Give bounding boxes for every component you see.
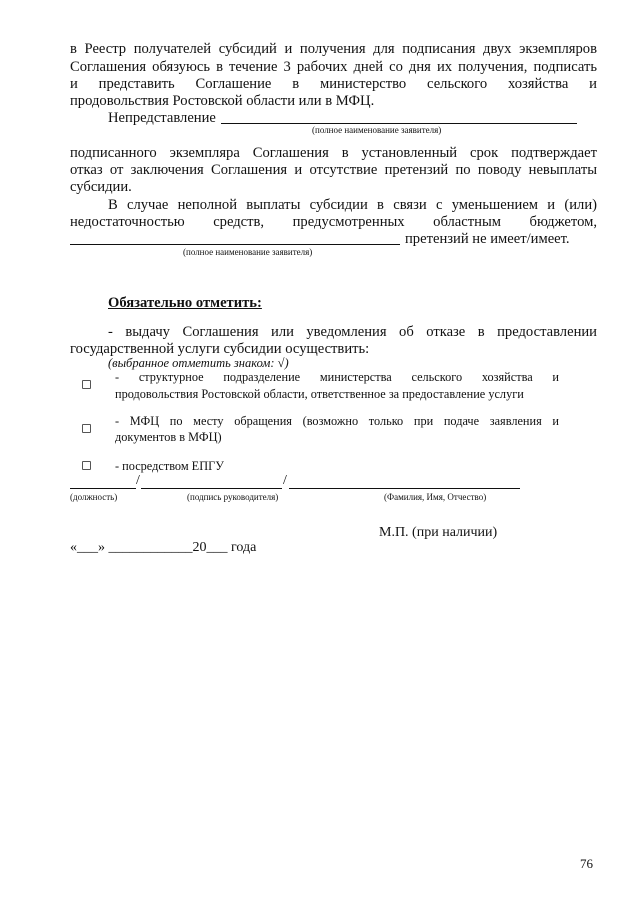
paragraph-line: Соглашения обязуюсь в течение 3 рабочих дней со дня их получения, подписать bbox=[70, 59, 597, 75]
date-line: «___» ____________20___ года bbox=[70, 540, 257, 555]
full-name-line bbox=[289, 488, 520, 489]
option-label: - структурное подразделение министерства сельского хозяйства и bbox=[115, 370, 559, 384]
position-line bbox=[70, 488, 136, 489]
paragraph-line: субсидии. bbox=[70, 179, 132, 195]
applicant-name-caption: (полное наименование заявителя) bbox=[183, 247, 313, 257]
paragraph-line: продовольствия Ростовской области или в МФЦ. bbox=[70, 93, 375, 109]
option-checkbox[interactable] bbox=[82, 424, 91, 433]
paragraph-line: отказ от заключения Соглашения и отсутствие претензий по поводу невыплаты bbox=[70, 162, 597, 178]
option-checkbox[interactable] bbox=[82, 380, 91, 389]
applicant-name-line bbox=[70, 244, 400, 245]
applicant-name-line bbox=[221, 123, 577, 124]
paragraph-line: в Реестр получателей субсидий и получения для подписания двух экземпляров bbox=[70, 41, 597, 57]
option-label: - посредством ЕПГУ bbox=[115, 459, 224, 473]
full-name-caption: (Фамилия, Имя, Отчество) bbox=[384, 492, 487, 502]
paragraph-line: подписанного экземпляра Соглашения в установленный срок подтверждает bbox=[70, 145, 597, 161]
paragraph-line: недостаточностью средств, предусмотренных областным бюджетом, bbox=[70, 214, 597, 230]
paragraph-line: государственной услуги субсидии осуществить: bbox=[70, 341, 370, 357]
separator-slash: / bbox=[283, 473, 287, 488]
paragraph-line: - выдачу Соглашения или уведомления об отказе в предоставлении bbox=[108, 324, 597, 340]
option-checkbox[interactable] bbox=[82, 461, 91, 470]
option-label: - МФЦ по месту обращения (возможно только при подаче заявления и bbox=[115, 414, 559, 428]
separator-slash: / bbox=[136, 473, 140, 488]
applicant-name-caption: (полное наименование заявителя) bbox=[312, 125, 442, 135]
option-label: продовольствия Ростовской области, ответственное за предоставление услуги bbox=[115, 387, 524, 401]
page-number: 76 bbox=[580, 856, 593, 871]
position-caption: (должность) bbox=[70, 492, 118, 502]
nonsubmission-label: Непредставление bbox=[108, 110, 216, 126]
paragraph-line: В случае неполной выплаты субсидии в связи с уменьшением и (или) bbox=[108, 197, 597, 213]
signature-caption: (подпись руководителя) bbox=[187, 492, 279, 502]
section-heading: Обязательно отметить: bbox=[108, 295, 262, 311]
selection-hint: (выбранное отметить знаком: √) bbox=[108, 356, 289, 370]
paragraph-line: и представить Соглашение в министерство сельского хозяйства и bbox=[70, 76, 597, 92]
option-label: документов в МФЦ) bbox=[115, 430, 222, 444]
signature-line bbox=[141, 488, 282, 489]
seal-mark: М.П. (при наличии) bbox=[379, 525, 498, 540]
claims-text: претензий не имеет/имеет. bbox=[405, 231, 570, 247]
